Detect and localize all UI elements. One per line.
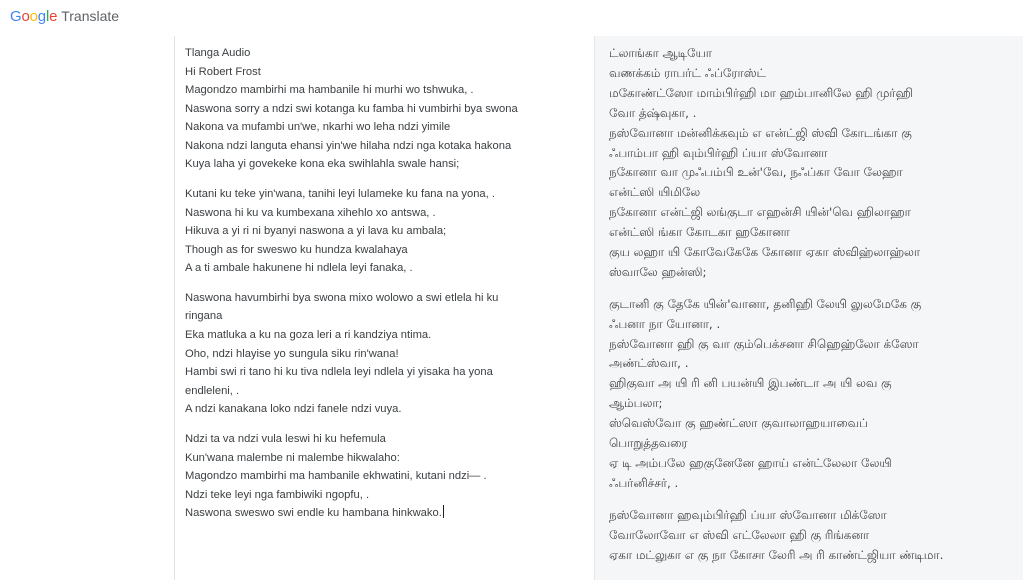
translation-line: ஃபர்னிச்சர், .	[609, 475, 679, 490]
logo-letter: g	[37, 7, 46, 25]
source-line: Tlanga Audio	[185, 47, 251, 59]
translation-line: நஸ்வோனா ஹி கு வா கும்பெக்சனா சிஹெஹ்லோ க்ஸோ	[609, 336, 919, 351]
logo-letter: l	[45, 7, 50, 25]
translation-line	[609, 494, 1017, 506]
translation-line: நகோனா வா முஃபம்பி உன்'வே, நஃப்கா வோ லேஹா	[609, 165, 903, 180]
translation-line: ட்லாங்கா ஆடியோ	[609, 46, 712, 60]
source-line: Eka matluka a ku na goza leri a ri kandziya ntima.	[185, 329, 432, 342]
source-line: Oho, ndzi hlayise yo sungula siku rin'wana!	[185, 347, 399, 360]
translation-line: ஃபாம்பா ஹி வும்பிர்ஹி ப்யா ஸ்வோனா	[609, 145, 828, 160]
app-header	[10, 5, 119, 27]
source-line: Naswona sorry a ndzi swi kotanga ku famba hi vumbirhi bya swona	[185, 102, 518, 115]
source-panel	[175, 36, 593, 580]
translation-line: அண்ட்ஸ்வா, .	[609, 356, 689, 371]
translation-line: என்ட்ஸி ங்கா கோடகா ஹகோனா	[609, 225, 790, 240]
source-line: Kun'wana malembe ni malembe hikwalaho:	[185, 451, 400, 464]
source-line: Naswona havumbirhi bya swona mixo wolowo a swi etlela hi ku	[185, 291, 499, 304]
translation-line: ஏ டி அம்பலே ஹகுனேனே ஹாய் என்ட்லேலா லேயி	[609, 456, 892, 471]
source-line: ringana	[185, 310, 223, 323]
source-line: Magondzo mambirhi ma hambanile ekhwatini, kutani ndzi— .	[185, 470, 487, 483]
translation-line: பொறுத்தவரை	[609, 436, 688, 451]
source-line: Naswona sweswo swi endle ku hambana hinkwako.	[185, 507, 442, 520]
translation-line	[609, 283, 1017, 295]
source-line: Magondzo mambirhi ma hambanile hi murhi wo tshwuka, .	[185, 84, 474, 97]
source-line: Kuya laha yi govekeke kona eka swihlahla swale hansi;	[185, 158, 460, 171]
text-caret	[443, 505, 444, 518]
translation-line: ஸ்வெஸ்வோ கு ஹண்ட்ஸா குவாலாஹயாவைப்	[609, 416, 868, 431]
source-line: Hikuva a yi ri ni byanyi naswona a yi lava ku ambala;	[185, 225, 447, 238]
product-name: Translate	[61, 8, 120, 24]
translation-line: நஸ்வோனா ஹவும்பிர்ஹி ப்யா ஸ்வோனா மிக்ஸோ	[609, 507, 887, 522]
source-line: Ndzi teke leyi nga fambiwiki ngopfu, .	[185, 488, 370, 501]
source-line	[185, 174, 585, 185]
logo-letter: o	[21, 7, 30, 25]
source-line: Nakona ndzi languta ehansi yin'we hilaha ndzi nga kotaka hakona	[185, 139, 512, 152]
source-textarea[interactable]	[185, 44, 585, 523]
source-line: A a ti ambale hakunene hi ndlela leyi fanaka, .	[185, 262, 413, 275]
translation-line: நகோனா என்ட்ஜி லங்குடா எஹன்சி யின்'வெ ஹிலாஹா	[609, 205, 911, 220]
translation-output	[609, 44, 1017, 565]
source-line: endleleni, .	[185, 384, 240, 397]
translation-line: ஏகா மட்லுகா எ கு நா கோசா லேரி அ ரி காண்ட்ஜியா ண்டிமா.	[609, 547, 944, 562]
translation-line: வோ த்ஷ்வுகா, .	[609, 105, 697, 120]
translation-line: ஹிகுவா அ யி ரி னி பயன்யி இபண்டா அ யி லவ கு	[609, 376, 892, 391]
source-line: Hambi swi ri tano hi ku tiva ndlela leyi ndlela yi yisaka ha yona	[185, 366, 493, 379]
translation-line: என்ட்ஸி யிமிலே	[609, 185, 701, 200]
source-line: Kutani ku teke yin'wana, tanihi leyi lulameke ku fana na yona, .	[185, 188, 495, 201]
google-logo[interactable]	[10, 8, 57, 25]
source-line: A ndzi kanakana loko ndzi fanele ndzi vuya.	[185, 403, 402, 416]
translation-line: ஆம்பலா;	[609, 396, 663, 411]
translation-line: வணக்கம் ராபர்ட் ஃப்ரோஸ்ட்	[609, 65, 766, 80]
logo-letter: o	[29, 7, 38, 25]
translation-panel	[594, 36, 1023, 580]
source-line: Naswona hi ku va kumbexana xihehlo xo antswa, .	[185, 206, 436, 219]
logo-letter: G	[10, 7, 22, 25]
translation-line: வோலோவோ எ ஸ்வி எட்லேலா ஹி கு ரிங்கனா	[609, 527, 870, 542]
source-line: Nakona va mufambi un'we, nkarhi wo leha ndzi yimile	[185, 121, 451, 134]
logo-letter: e	[49, 7, 58, 25]
translation-line: குய லஹா யி கோவேகேகே கோனா ஏகா ஸ்விஹ்லாஹ்லா	[609, 245, 921, 260]
source-line: Hi Robert Frost	[185, 65, 261, 78]
source-line	[185, 419, 585, 430]
translation-line: ஸ்வாலே ஹன்ஸி;	[609, 264, 707, 279]
source-line: Though as for sweswo ku hundza kwalahaya	[185, 243, 408, 256]
translation-line: நஸ்வோனா மன்னிக்கவும் எ என்ட்ஜி ஸ்வி கோடங்கா கு	[609, 125, 912, 140]
source-line	[185, 278, 585, 289]
translation-line: ஃபனா நா யோனா, .	[609, 316, 721, 331]
translation-line: குடானி கு தேகே யின்'வானா, தனிஹி லேயி லுலமேகே கு	[609, 296, 922, 311]
translation-line: மகோண்ட்ஸோ மாம்பிர்ஹி மா ஹம்பானிலே ஹி முர்ஹி	[609, 85, 913, 100]
source-line: Ndzi ta va ndzi vula leswi hi ku hefemula	[185, 432, 386, 445]
